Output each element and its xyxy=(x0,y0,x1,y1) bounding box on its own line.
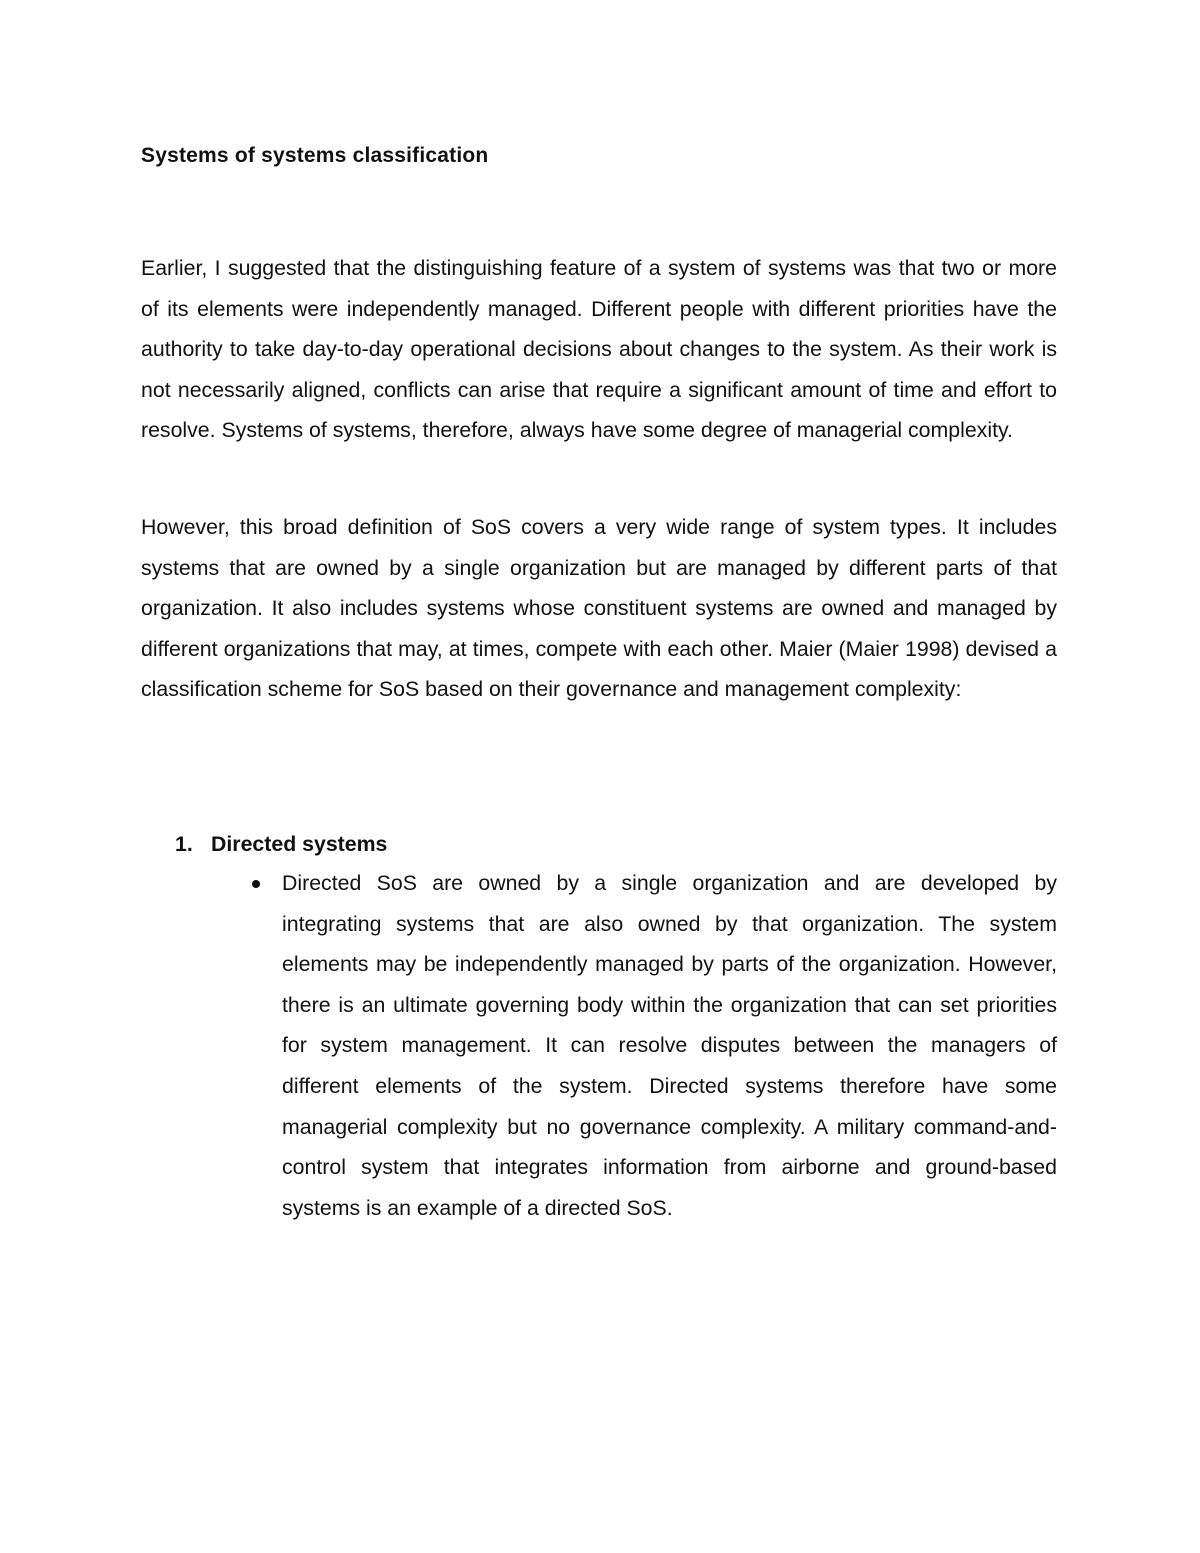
numbered-list-item-directed-systems xyxy=(175,826,387,862)
bullet-item-directed-sos xyxy=(245,863,1057,1228)
paragraph-managerial-complexity: Earlier, I suggested that the distinguishing feature of a system of systems was that two or more of its elements were independently managed. Different people with different priorities have the authority to take day-to-day operational decisions about changes to the system. As their work is not necessarily aligned, conflicts can arise that require a significant amount of time and effort to resolve. Systems of systems, therefore, always have some degree of managerial complexity. xyxy=(141,256,1057,443)
list-number: 1. xyxy=(175,832,193,856)
document-title: Systems of systems classification xyxy=(141,144,489,167)
bullet-dot-icon xyxy=(252,880,260,888)
paragraph-maier-classification: However, this broad definition of SoS covers a very wide range of system types. It includes systems that are owned by a single organization but are managed by different parts of that organization. It also includes systems whose constituent systems are owned and managed by different organizations that may, at times, compete with each other. Maier (Maier 1998) devised a classification scheme for SoS based on their governance and management complexity: xyxy=(141,515,1057,702)
list-heading-directed-systems: Directed systems xyxy=(211,832,388,856)
bullet-text-directed-sos: Directed SoS are owned by a single organization and are developed by integrating systems that are also owned by that organization. The system elements may be independently managed by parts of the organization. However, there is an ultimate governing body within the organization that can set priorities for system management. It can resolve disputes between the managers of different elements of the system. Directed systems therefore have some managerial complexity but no governance complexity. A military command-and-control system that integrates information from airborne and ground-based systems is an example of a directed SoS. xyxy=(282,871,1057,1220)
